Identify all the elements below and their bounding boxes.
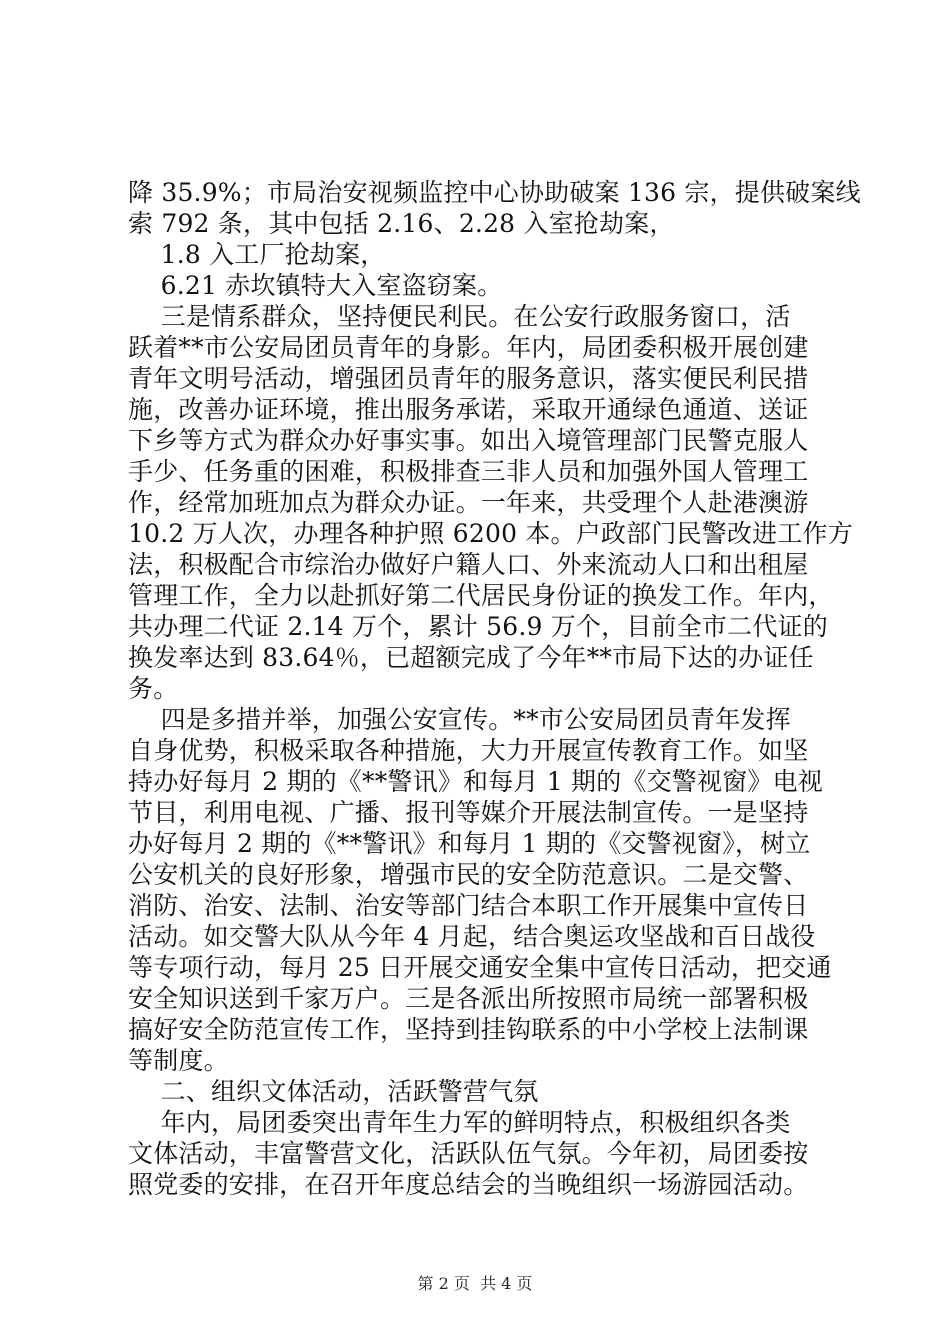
text-line: 办好每月 2 期的《**警讯》和每月 1 期的《交警视窗》，树立 <box>128 829 811 858</box>
text-line: 搞好安全防范宣传工作，坚持到挂钩联系的中小学校上法制课 <box>128 1015 809 1044</box>
text-line: 等制度。 <box>128 1046 229 1075</box>
text-line: 持办好每月 2 期的《**警讯》和每月 1 期的《交警视窗》电视 <box>128 767 824 796</box>
text-line: 消防、治安、法制、治安等部门结合本职工作开展集中宣传日 <box>128 891 809 920</box>
text-line: 务。 <box>128 674 179 703</box>
page-number-footer: 第 2 页 共 4 页 <box>417 1274 533 1293</box>
text-line: 四是多措并举，加强公安宣传。**市公安局团员青年发挥 <box>128 705 791 734</box>
text-line: 自身优势，积极采取各种措施，大力开展宣传教育工作。如坚 <box>128 736 809 765</box>
text-line: 管理工作，全力以赴抓好第二代居民身份证的换发工作。年内， <box>128 581 834 610</box>
text-line: 文体活动，丰富警营文化，活跃队伍气氛。今年初，局团委按 <box>128 1139 809 1168</box>
text-line: 换发率达到 83.64％，已超额完成了今年**市局下达的办证任 <box>128 643 814 672</box>
text-line: 节目，利用电视、广播、报刊等媒介开展法制宣传。一是坚持 <box>128 798 809 827</box>
text-line: 下乡等方式为群众办好事实事。如出入境管理部门民警克服人 <box>128 426 809 455</box>
text-line: 青年文明号活动，增强团员青年的服务意识，落实便民利民措 <box>128 364 809 393</box>
text-line: 跃着**市公安局团员青年的身影。年内，局团委积极开展创建 <box>128 333 809 362</box>
text-line: 公安机关的良好形象，增强市民的安全防范意识。二是交警、 <box>128 860 809 889</box>
text-line: 10.2 万人次，办理各种护照 6200 本。户政部门民警改进工作方 <box>128 519 853 548</box>
text-line: 年内，局团委突出青年生力军的鲜明特点，积极组织各类 <box>128 1108 791 1137</box>
text-line: 作，经常加班加点为群众办证。一年来，共受理个人赴港澳游 <box>128 488 809 517</box>
text-line: 6.21 赤坎镇特大入室盗窃案。 <box>128 271 503 300</box>
text-line: 手少、任务重的困难，积极排查三非人员和加强外国人管理工 <box>128 457 809 486</box>
text-line: 等专项行动，每月 25 日开展交通安全集中宣传日活动，把交通 <box>128 953 832 982</box>
text-line: 共办理二代证 2.14 万个，累计 56.9 万个，目前全市二代证的 <box>128 612 828 641</box>
text-line: 施，改善办证环境，推出服务承诺，采取开通绿色通道、送证 <box>128 395 809 424</box>
text-line: 法，积极配合市综治办做好户籍人口、外来流动人口和出租屋 <box>128 550 809 579</box>
text-line: 活动。如交警大队从今年 4 月起，结合奥运攻坚战和百日战役 <box>128 922 816 951</box>
text-line: 照党委的安排，在召开年度总结会的当晚组织一场游园活动。 <box>128 1170 809 1199</box>
section-heading: 二、组织文体活动，活跃警营气氛 <box>128 1077 539 1106</box>
text-line: 索 792 条，其中包括 2.16、2.28 入室抢劫案， <box>128 209 675 238</box>
text-line: 三是情系群众，坚持便民利民。在公安行政服务窗口，活 <box>128 302 791 331</box>
text-line: 降 35.9%；市局治安视频监控中心协助破案 136 宗，提供破案线 <box>128 178 861 207</box>
text-line: 安全知识送到千家万户。三是各派出所按照市局统一部署积极 <box>128 984 809 1013</box>
text-line: 1.8 入工厂抢劫案， <box>128 240 386 269</box>
